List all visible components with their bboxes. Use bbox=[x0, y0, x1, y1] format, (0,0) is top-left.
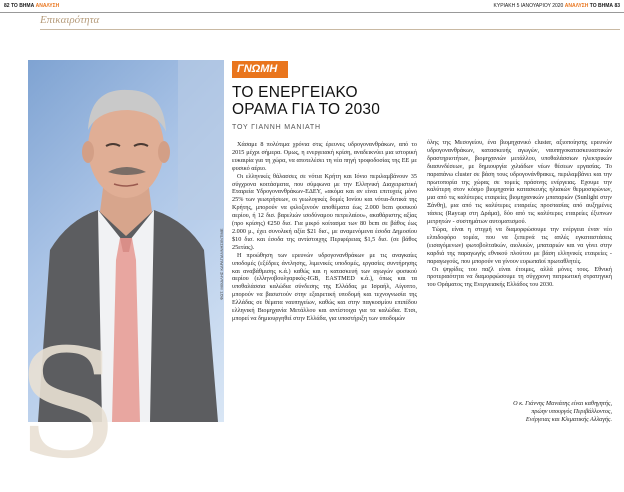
paper-name-right: ΤΟ ΒΗΜΑ bbox=[589, 3, 614, 9]
title-line-1: ΤΟ ΕΝΕΡΓΕΙΑΚΟ bbox=[232, 84, 358, 101]
author-name: ΓΙΑΝΝΗ ΜΑΝΙΑΤΗ bbox=[251, 124, 321, 131]
paper-name-left: ΤΟ ΒΗΜΑ bbox=[10, 3, 35, 9]
article-column-1 bbox=[232, 141, 417, 323]
paragraph: Τώρα, είναι η στιγμή να διαμορφώσουμε την ενέργεια έναν νέο ελπιδοφόρο τομέα, που να ξεπερνά τις απλές εγκαταστάσεις (εισαγόμενων) φωτοβολταϊκών, αιολικών, μπαταριών και να γίνει στην καρδιά της παραγωγής εθνικού πλούτου με βάση ελληνικές εταιρείες - παραγωγούς, που μπορούν να γίνουν ευρωπαϊοί πρωταθλητές. bbox=[427, 225, 612, 265]
opinion-tag: ΓΝΩΜΗ bbox=[232, 61, 288, 78]
page-header-bar bbox=[0, 0, 624, 13]
section-label-left: ΑΝΑΛΥΣΗ bbox=[35, 3, 60, 9]
page-number-right: 83 bbox=[614, 3, 620, 9]
bio-line: Ενέργειας και Κλιματικής Αλλαγής. bbox=[525, 416, 612, 423]
bio-line: πρώην υπουργός Περιβάλλοντος, bbox=[531, 408, 612, 415]
section-label-right: ΑΝΑΛΥΣΗ bbox=[564, 3, 589, 9]
paragraph: όλης της Μεσογείου, ένα βιομηχανικό cluster, αξιοποίησης ερευνών υδρογονανθράκων, κατασκευής αγωγών, ναυπηγοκατασκευαστικών δραστηριοτήτων, βιομηχανιών μετάλλου, υποθαλάσσιων ηλεκτρικών διασυνδέσεων, με δημιουργία χιλιάδων νέων θέσεων εργασίας. Το παραπάνω cluster σε βάση τους υδρογονάνθρακες, περιλαμβάνει και την πρωτοπορία της χώρας σε τομείς πράσινης ενέργειας. Εχουμε την καλύτερη στον κόσμο βιομηχανία κατασκευής ηλιακών θερμοσιφώνων, μια από τις καλύτερες εταιρείες βιομηχανικών μπαταριών (Sunlight στην Ξάνθη), μια από τις καλύτερες εταιρείες προστασίας από αυξημένες τάσεις (Raycap στη Δράμα), δύο από τις καλύτερες εταιρείες έξυπνων μετρητών - συστημάτων αυτοματισμού. bbox=[427, 139, 612, 226]
issue-date: ΚΥΡΙΑΚΗ 5 ΙΑΝΟΥΑΡΙΟΥ 2020 bbox=[493, 3, 564, 9]
paragraph: Οι ελληνικές θάλασσες σε νότια Κρήτη και Ιόνιο περιλαμβάνουν 35 σύγχρονα κοιτάσματα, που σύμφωνα με την Ελληνική Διαχειριστική Εταιρεία Υδρογονανθράκων-ΕΔΕΥ, «ακόμα και αν είναι επιτυχείς μόνο 25% των γεωτρήσεων, οι γεωλογικές δομές Ιονίου και νότια-δυτικά της Κρήτης, μπορούν να φιλοξενούν αποθέματα έως 2.000 bcm φυσικού αερίου, ή 12 δισ. βαρελιών ισοδύναμου πετρελαίου», ακαθάριστης αξίας (προ κρίσης) €250 δισ. Για μικρό κοίτασμα των 80 bcm σε βάθος έως 2.000 μ., έχει συνολική αξία $21 δισ., με αναμενόμενα έσοδα Δημοσίου $10 δισ. και έσοδα της αντίστοιχης Περιφέρειας $1,5 δισ. (σε βάθος 25ετίας). bbox=[232, 172, 417, 251]
article-column-2 bbox=[427, 139, 612, 289]
title-line-2: ΟΡΑΜΑ ΓΙΑ ΤΟ 2030 bbox=[232, 101, 381, 118]
photo-credit: ΦΩΤ. ΜΙΧΑΛΗΣ ΚΑΡΑΓΙΑΝΝΗΣ/INTIME bbox=[219, 228, 224, 300]
byline bbox=[232, 124, 321, 131]
header-left bbox=[4, 3, 59, 9]
byline-prefix: ΤΟΥ bbox=[232, 124, 249, 131]
header-right bbox=[494, 3, 620, 9]
paragraph: Οι ψηφίδες του παζλ είναι έτοιμες, αλλά μόνες τους. Εθνική προτεραιότητα να διαμορφώσουμε τη σύγχρονη πατριωτική στρατηγική του Οράματος της Ενεργειακής Ελλάδος του 2030. bbox=[427, 265, 612, 289]
page-number-left: 82 bbox=[4, 3, 10, 9]
section-title: Επικαιρότητα bbox=[40, 14, 100, 26]
author-bio bbox=[427, 400, 612, 424]
article-title bbox=[232, 84, 612, 118]
paragraph: Χάσαμε 8 πολύτιμα χρόνια στις έρευνες υδρογονανθράκων, από το 2015 μέχρι σήμερα. Ομως, η ενεργειακή κρίση, αναδεικνύει μια ιστορική ευκαιρία για τη χώρα, να αποτελέσει τη νέα πηγή τροφοδοσίας της ΕΕ με φυσικό αέριο. bbox=[232, 141, 417, 172]
decorative-initial: S bbox=[16, 318, 119, 492]
paragraph: Η προώθηση των ερευνών υδρογονανθράκων με τις αναγκαίες υποδομές (εξέδρες άντλησης, λιμενικές υποδομές, εργασίες συντήρησης και αναβάθμισης κ.ά.) καθώς και η κατασκευή των αγωγών φυσικού αερίου (ελληνοβουλγαρικός-IGB, EASTMED κ.ά.), όπως και τα υποθαλάσσια καλώδια σύνδεσης της Ελλάδας με Ισραήλ, Αίγυπτο, μπορούν να βασιστούν στην εξαιρετική υποδομή και τεχνογνωσία της Ελλάδας σε θέματα ναυπηγείων, καθώς και στην παγκοσμίου επιπέδου ελληνική Βιομηχανία Μετάλλου και αντίστοιχα για τα καλώδια. Ετσι, μπορεί να δημιουργηθεί στην Ελλάδα, για υποστήριξη των υποδομών bbox=[232, 251, 417, 322]
bio-line: Ο κ. Γιάννης Μανιάτης είναι καθηγητής, bbox=[513, 400, 612, 407]
section-divider bbox=[40, 29, 620, 30]
author-photo bbox=[16, 60, 224, 492]
